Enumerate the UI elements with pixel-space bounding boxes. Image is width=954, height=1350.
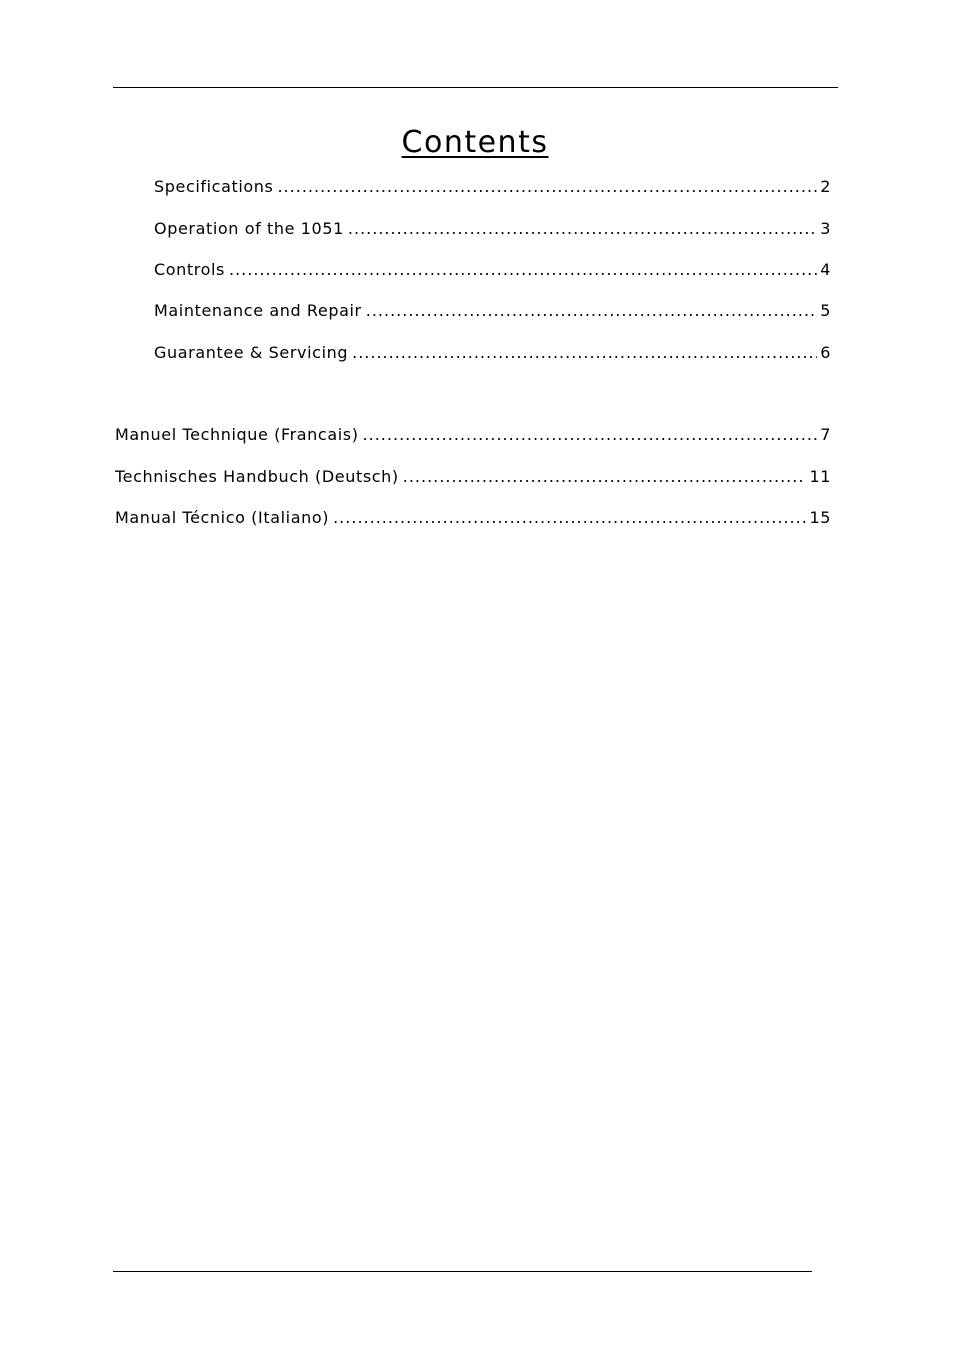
toc-entry-controls[interactable] bbox=[154, 259, 831, 281]
toc-entry-german-manual[interactable] bbox=[115, 466, 831, 488]
bottom-divider bbox=[113, 1271, 812, 1272]
page-title-text: Contents bbox=[401, 125, 549, 160]
dot-leader bbox=[366, 300, 817, 322]
toc-entry-label: Technisches Handbuch (Deutsch) bbox=[115, 467, 399, 486]
toc-entry-guarantee[interactable] bbox=[154, 342, 831, 364]
toc-entry-operation[interactable] bbox=[154, 218, 831, 240]
toc-entry-label: Manual Técnico (Italiano) bbox=[115, 508, 330, 527]
toc-entry-specifications[interactable] bbox=[154, 176, 831, 198]
page-title bbox=[0, 124, 950, 162]
toc-entry-label: Specifications bbox=[154, 177, 274, 196]
dot-leader bbox=[348, 218, 817, 240]
toc-entry-page: 15 bbox=[809, 508, 831, 527]
toc-entry-page: 5 bbox=[820, 301, 831, 320]
dot-leader bbox=[403, 466, 807, 488]
top-divider bbox=[113, 87, 838, 88]
toc-entry-page: 2 bbox=[820, 177, 831, 196]
dot-leader bbox=[352, 342, 817, 364]
toc-entry-page: 4 bbox=[820, 260, 831, 279]
toc-entry-page: 7 bbox=[820, 425, 831, 444]
toc-entry-french-manual[interactable] bbox=[115, 424, 831, 446]
dot-leader bbox=[363, 424, 818, 446]
toc-entry-label: Controls bbox=[154, 260, 225, 279]
toc-entry-label: Maintenance and Repair bbox=[154, 301, 362, 320]
toc-entry-label: Guarantee & Servicing bbox=[154, 343, 349, 362]
toc-entry-maintenance[interactable] bbox=[154, 300, 831, 322]
toc-entry-page: 11 bbox=[809, 467, 831, 486]
dot-leader bbox=[277, 176, 817, 198]
toc-entry-label: Operation of the 1051 bbox=[154, 219, 344, 238]
dot-leader bbox=[229, 259, 817, 281]
toc-entry-italian-manual[interactable] bbox=[115, 507, 831, 529]
dot-leader bbox=[333, 507, 806, 529]
toc-entry-label: Manuel Technique (Francais) bbox=[115, 425, 359, 444]
toc-entry-page: 6 bbox=[820, 343, 831, 362]
toc-entry-page: 3 bbox=[820, 219, 831, 238]
